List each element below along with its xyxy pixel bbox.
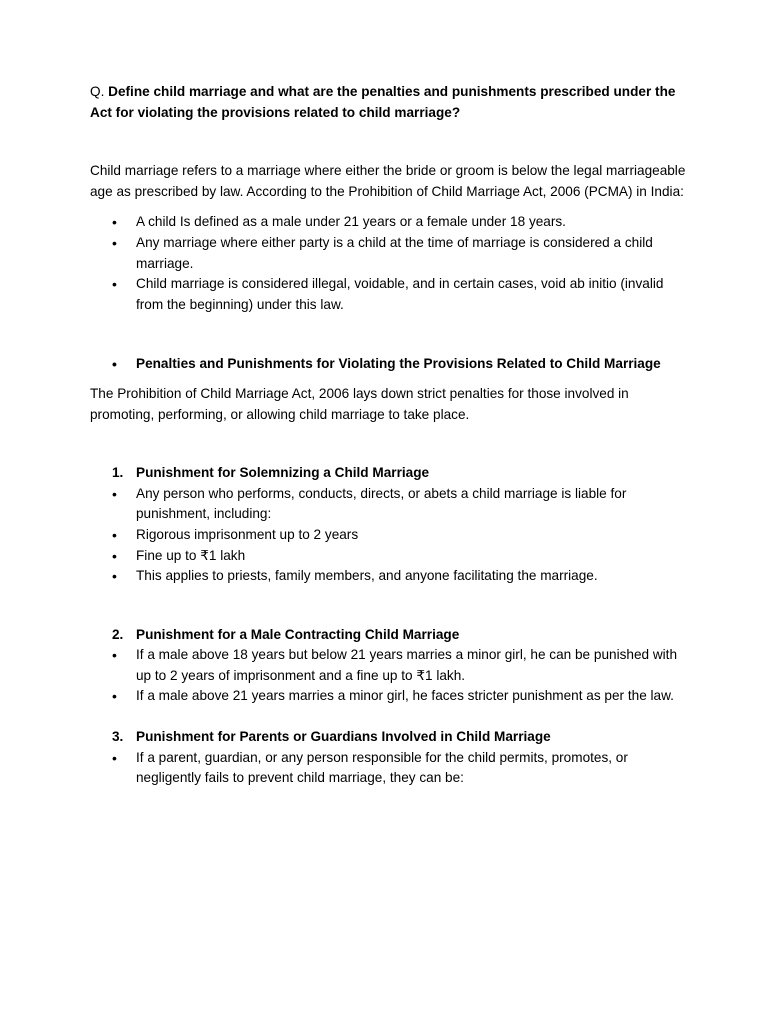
section-heading: [90, 463, 690, 484]
section-title: Punishment for Solemnizing a Child Marriage: [136, 465, 430, 481]
list-item: • Child marriage is considered illegal, voidable, and in certain cases, void ab initio (invalid from the beginning) under this law.: [90, 274, 690, 315]
question: [90, 82, 690, 123]
section-bullet-list: [90, 748, 690, 789]
section-heading: [90, 625, 690, 646]
penalties-heading: • Penalties and Punishments for Violating the Provisions Related to Child Marriage: [90, 354, 690, 375]
intro-bullet-list: [90, 212, 690, 315]
list-item: • Any marriage where either party is a child at the time of marriage is considered a child marriage.: [90, 233, 690, 274]
section-bullet-list: [90, 645, 690, 707]
list-item: • Rigorous imprisonment up to 2 years: [90, 525, 690, 546]
section-number: 2.: [112, 626, 124, 642]
section-number: 3.: [112, 729, 124, 745]
list-item: • If a male above 21 years marries a minor girl, he faces stricter punishment as per the law.: [90, 686, 690, 707]
question-text: Define child marriage and what are the penalties and punishments prescribed under the Act for violating the provisions related to child marriage?: [90, 84, 676, 120]
penalties-heading-list: [90, 354, 690, 375]
list-item: • This applies to priests, family members, and anyone facilitating the marriage.: [90, 566, 690, 587]
section-title: Punishment for Parents or Guardians Involved in Child Marriage: [136, 729, 551, 745]
section-title: Punishment for a Male Contracting Child Marriage: [136, 626, 460, 642]
list-item: • A child Is defined as a male under 21 years or a female under 18 years.: [90, 212, 690, 233]
section-bullet-list: [90, 484, 690, 587]
list-item: • Fine up to ₹1 lakh: [90, 546, 690, 567]
section-number: 1.: [112, 465, 124, 481]
question-prefix: Q.: [90, 84, 105, 99]
list-item: • Any person who performs, conducts, directs, or abets a child marriage is liable for punishment, including:: [90, 484, 690, 525]
intro-paragraph: Child marriage refers to a marriage where either the bride or groom is below the legal marriageable age as prescribed by law. According to the Prohibition of Child Marriage Act, 2006 (PCMA) in India:: [90, 163, 686, 199]
list-item: • If a parent, guardian, or any person responsible for the child permits, promotes, or negligently fails to prevent child marriage, they can be:: [90, 748, 690, 789]
list-item: • If a male above 18 years but below 21 years marries a minor girl, he can be punished with up to 2 years of imprisonment and a fine up to ₹1 lakh.: [90, 645, 690, 686]
section-heading: [90, 727, 690, 748]
document-page: [90, 82, 690, 789]
penalties-intro: The Prohibition of Child Marriage Act, 2006 lays down strict penalties for those involved in promoting, performing, or allowing child marriage to take place.: [90, 385, 629, 422]
